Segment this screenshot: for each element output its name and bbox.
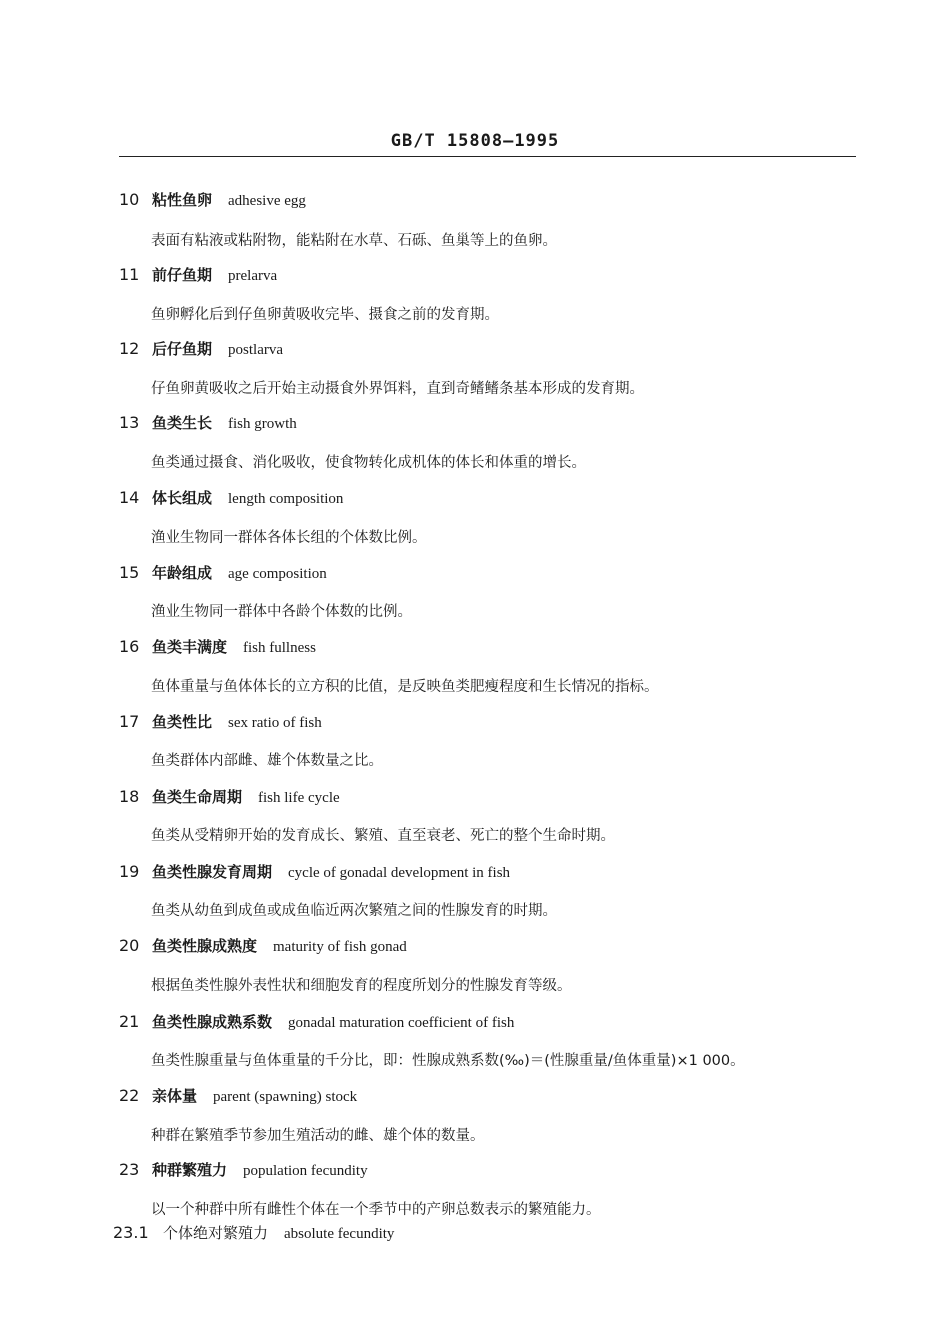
term-english: fish fullness bbox=[243, 640, 316, 656]
term-english: age composition bbox=[228, 566, 327, 582]
term-definition: 鱼体重量与鱼体体长的立方积的比值，是反映鱼类肥瘦程度和生长情况的指标。 bbox=[151, 679, 659, 695]
term-heading bbox=[119, 861, 510, 882]
subterm-chinese: 个体绝对繁殖力 bbox=[163, 1224, 269, 1242]
term-chinese: 年龄组成 bbox=[152, 564, 213, 582]
term-definition: 根据鱼类性腺外表性状和细胞发育的程度所划分的性腺发育等级。 bbox=[151, 978, 572, 994]
term-chinese: 体长组成 bbox=[152, 489, 213, 507]
term-heading bbox=[119, 636, 316, 657]
term-chinese: 后仔鱼期 bbox=[152, 340, 213, 358]
term-definition: 以一个种群中所有雌性个体在一个季节中的产卵总数表示的繁殖能力。 bbox=[151, 1202, 601, 1218]
term-number: 23 bbox=[119, 1160, 140, 1179]
term-chinese: 亲体量 bbox=[152, 1087, 198, 1105]
term-heading bbox=[119, 338, 283, 359]
term-definition: 鱼类通过摄食、消化吸收，使食物转化成机体的体长和体重的增长。 bbox=[151, 455, 586, 471]
term-definition: 渔业生物同一群体各体长组的个体数比例。 bbox=[151, 530, 427, 546]
term-heading bbox=[119, 487, 343, 508]
term-definition: 渔业生物同一群体中各龄个体数的比例。 bbox=[151, 604, 412, 620]
term-heading bbox=[119, 562, 327, 583]
term-number: 10 bbox=[119, 190, 140, 209]
term-chinese: 鱼类性比 bbox=[152, 713, 213, 731]
term-definition: 仔鱼卵黄吸收之后开始主动摄食外界饵料，直到奇鳍鳍条基本形成的发育期。 bbox=[151, 381, 644, 397]
term-heading bbox=[119, 412, 297, 433]
term-number: 16 bbox=[119, 637, 140, 656]
term-english: parent (spawning) stock bbox=[213, 1089, 358, 1105]
subterm-heading bbox=[113, 1222, 394, 1243]
term-chinese: 种群繁殖力 bbox=[152, 1161, 228, 1179]
subterm-number: 23.1 bbox=[113, 1223, 149, 1242]
term-heading bbox=[119, 1011, 514, 1032]
term-number: 14 bbox=[119, 488, 140, 507]
page-header: GB/T 15808—1995 bbox=[390, 131, 560, 151]
term-heading bbox=[119, 189, 306, 210]
subterm-english: absolute fecundity bbox=[284, 1226, 395, 1242]
term-english: sex ratio of fish bbox=[228, 715, 322, 731]
term-english: postlarva bbox=[228, 342, 283, 358]
term-definition: 鱼类从受精卵开始的发育成长、繁殖、直至衰老、死亡的整个生命时期。 bbox=[151, 828, 615, 844]
term-heading bbox=[119, 786, 340, 807]
term-english: length composition bbox=[228, 491, 344, 507]
term-number: 18 bbox=[119, 787, 140, 806]
term-chinese: 鱼类生命周期 bbox=[152, 788, 243, 806]
term-english: population fecundity bbox=[243, 1163, 368, 1179]
term-chinese: 鱼类生长 bbox=[152, 414, 213, 432]
term-number: 21 bbox=[119, 1012, 140, 1031]
term-number: 20 bbox=[119, 936, 140, 955]
term-definition: 鱼类群体内部雌、雄个体数量之比。 bbox=[151, 753, 383, 769]
header-rule bbox=[119, 156, 856, 157]
term-number: 17 bbox=[119, 712, 140, 731]
term-definition: 鱼卵孵化后到仔鱼卵黄吸收完毕、摄食之前的发育期。 bbox=[151, 307, 499, 323]
term-heading bbox=[119, 1159, 368, 1180]
term-english: cycle of gonadal development in fish bbox=[288, 865, 511, 881]
term-heading bbox=[119, 935, 407, 956]
term-chinese: 鱼类丰满度 bbox=[152, 638, 228, 656]
term-english: adhesive egg bbox=[228, 193, 306, 209]
term-definition: 鱼类性腺重量与鱼体重量的千分比，即：性腺成熟系数(‰)＝(性腺重量/鱼体重量)×1 000。 bbox=[151, 1053, 745, 1069]
term-chinese: 粘性鱼卵 bbox=[152, 191, 213, 209]
term-english: gonadal maturation coefficient of fish bbox=[288, 1015, 515, 1031]
term-chinese: 鱼类性腺成熟度 bbox=[152, 937, 258, 955]
term-heading bbox=[119, 264, 277, 285]
term-heading bbox=[119, 1085, 357, 1106]
term-number: 19 bbox=[119, 862, 140, 881]
term-english: fish life cycle bbox=[258, 790, 340, 806]
term-number: 22 bbox=[119, 1086, 140, 1105]
term-chinese: 鱼类性腺成熟系数 bbox=[152, 1013, 273, 1031]
term-english: fish growth bbox=[228, 416, 297, 432]
term-definition: 鱼类从幼鱼到成鱼或成鱼临近两次繁殖之间的性腺发育的时期。 bbox=[151, 903, 557, 919]
term-english: prelarva bbox=[228, 268, 278, 284]
term-number: 11 bbox=[119, 265, 140, 284]
term-number: 12 bbox=[119, 339, 140, 358]
term-chinese: 鱼类性腺发育周期 bbox=[152, 863, 273, 881]
term-definition: 种群在繁殖季节参加生殖活动的雌、雄个体的数量。 bbox=[151, 1128, 485, 1144]
term-definition: 表面有粘液或粘附物，能粘附在水草、石砾、鱼巢等上的鱼卵。 bbox=[151, 233, 557, 249]
term-number: 13 bbox=[119, 413, 140, 432]
term-english: maturity of fish gonad bbox=[273, 939, 407, 955]
term-heading bbox=[119, 711, 322, 732]
term-chinese: 前仔鱼期 bbox=[152, 266, 213, 284]
term-number: 15 bbox=[119, 563, 140, 582]
